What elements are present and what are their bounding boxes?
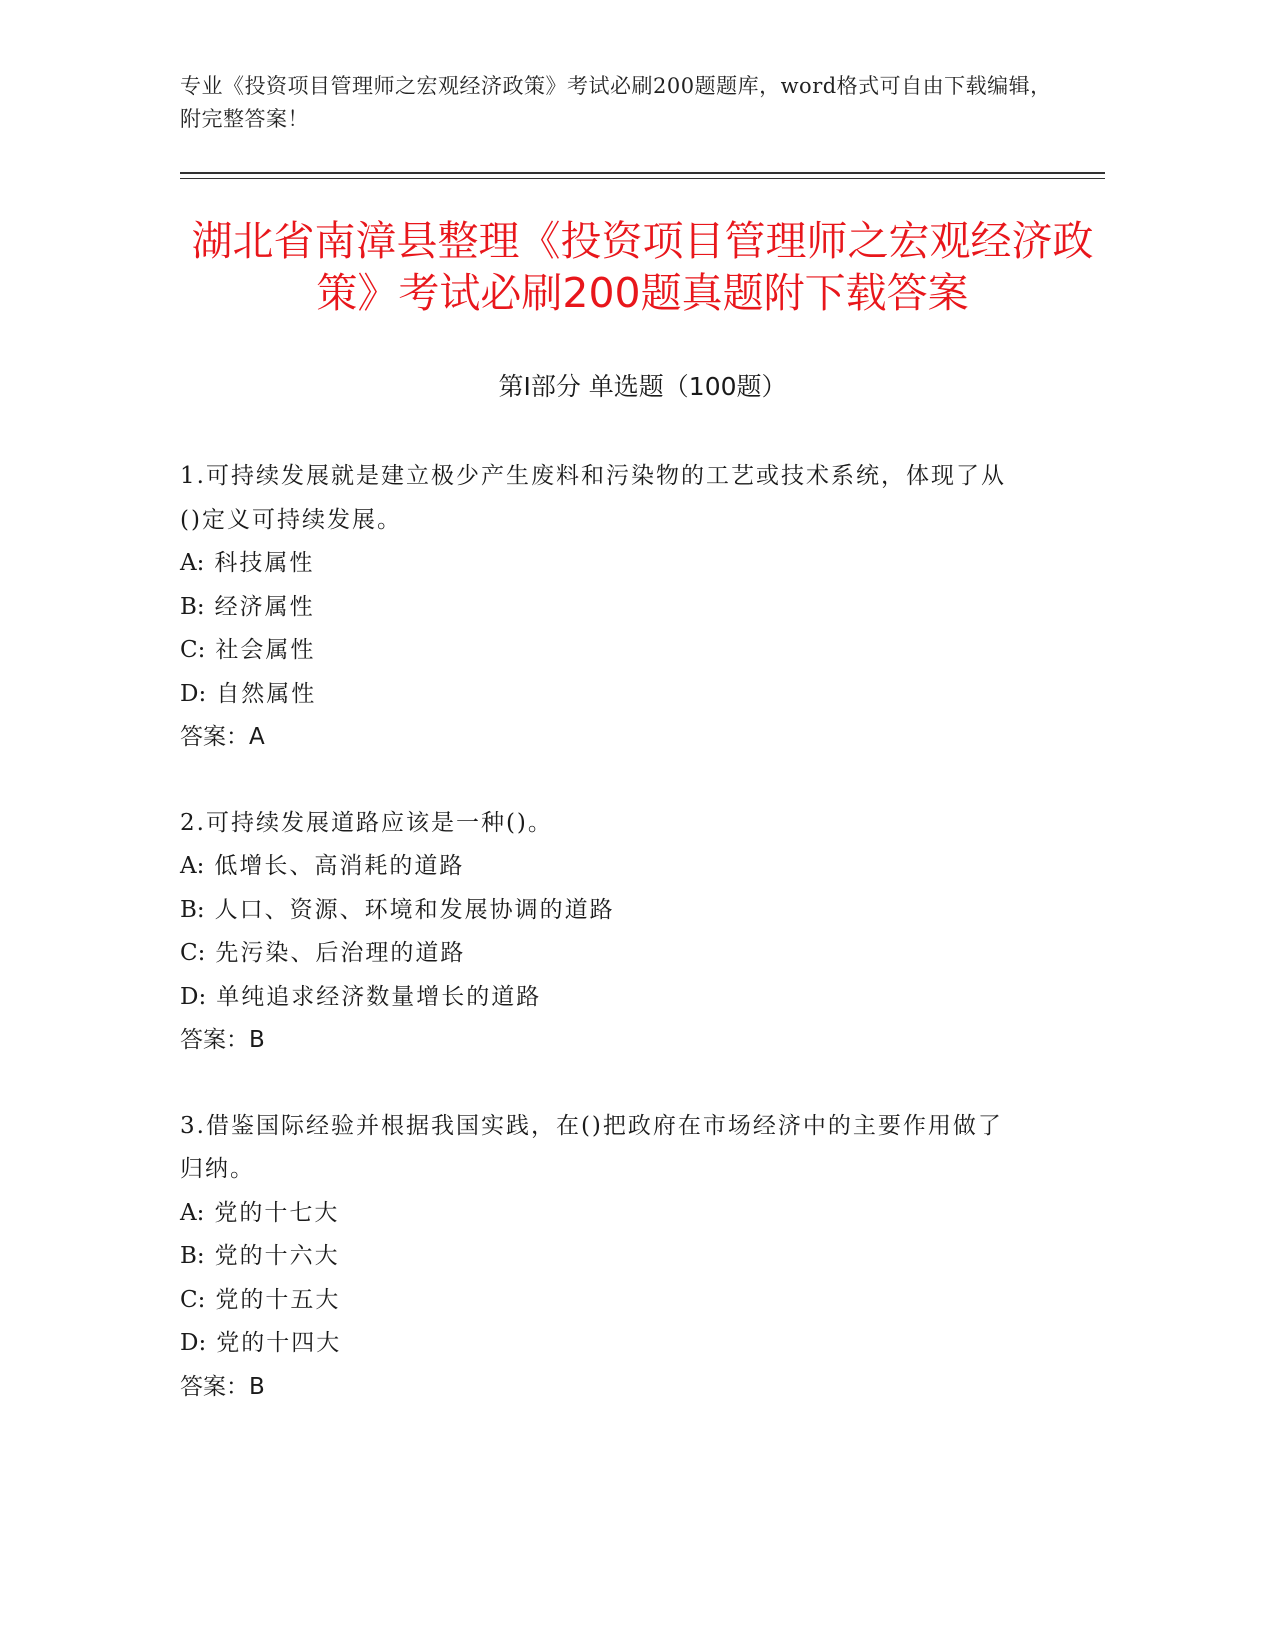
question-stem: 2.可持续发展道路应该是一种()。: [180, 809, 553, 836]
answer-line: 答案：B: [180, 1373, 265, 1400]
option-letter: C:: [180, 940, 206, 966]
header-divider-thin: [180, 178, 1105, 179]
option-text: 科技属性: [214, 550, 315, 576]
option-letter: B:: [180, 593, 205, 620]
option-c: [180, 629, 1020, 673]
option-letter: B:: [180, 1243, 205, 1269]
option-text: 先污染、后治理的道路: [215, 940, 466, 966]
option-letter: D:: [180, 680, 207, 707]
option-text: 党的十六大: [214, 1243, 340, 1269]
option-a: [180, 542, 1020, 586]
question-1: [180, 455, 1020, 760]
option-b: [180, 889, 1020, 933]
answer-line: 答案：B: [180, 1027, 265, 1053]
option-text: 党的十五大: [215, 1286, 341, 1313]
option-text: 经济属性: [214, 593, 315, 620]
option-letter: A:: [180, 1199, 205, 1226]
document-title: 湖北省南漳县整理《投资项目管理师之宏观经济政策》考试必刷200题真题附下载答案: [191, 217, 1094, 317]
option-text: 党的十七大: [214, 1199, 340, 1226]
option-c: [180, 932, 1020, 976]
question-stem: 1.可持续发展就是建立极少产生废料和污染物的工艺或技术系统，体现了从()定义可持续发展。: [180, 463, 1006, 533]
option-letter: D:: [180, 983, 207, 1010]
option-text: 低增长、高消耗的道路: [214, 853, 465, 879]
option-text: 人口、资源、环境和发展协调的道路: [214, 896, 615, 923]
header-divider-thick: [180, 172, 1105, 174]
option-b: [180, 586, 1020, 630]
question-list: [180, 455, 1020, 1451]
section-title: 第Ⅰ部分 单选题（100题）: [498, 372, 787, 401]
question-stem: 3.借鉴国际经验并根据我国实践，在()把政府在市场经济中的主要作用做了归纳。: [180, 1112, 1003, 1182]
option-text: 党的十四大: [216, 1330, 342, 1356]
question-2: [180, 802, 1020, 1063]
option-letter: D:: [180, 1330, 207, 1356]
option-a: [180, 845, 1020, 889]
option-letter: A:: [180, 550, 205, 576]
header-note: 专业《投资项目管理师之宏观经济政策》考试必刷200题题库，word格式可自由下载编辑，附完整答案！: [180, 74, 1052, 131]
option-letter: A:: [180, 853, 205, 879]
option-text: 单纯追求经济数量增长的道路: [216, 983, 542, 1010]
option-c: [180, 1279, 1020, 1323]
option-letter: C:: [180, 637, 206, 663]
option-letter: B:: [180, 896, 205, 923]
question-3: [180, 1105, 1020, 1410]
option-d: [180, 673, 1020, 717]
option-text: 自然属性: [216, 680, 317, 707]
answer-line: 答案：A: [180, 724, 265, 750]
option-d: [180, 976, 1020, 1020]
option-text: 社会属性: [215, 637, 316, 663]
option-b: [180, 1235, 1020, 1279]
option-d: [180, 1322, 1020, 1366]
option-letter: C:: [180, 1286, 206, 1313]
option-a: [180, 1192, 1020, 1236]
